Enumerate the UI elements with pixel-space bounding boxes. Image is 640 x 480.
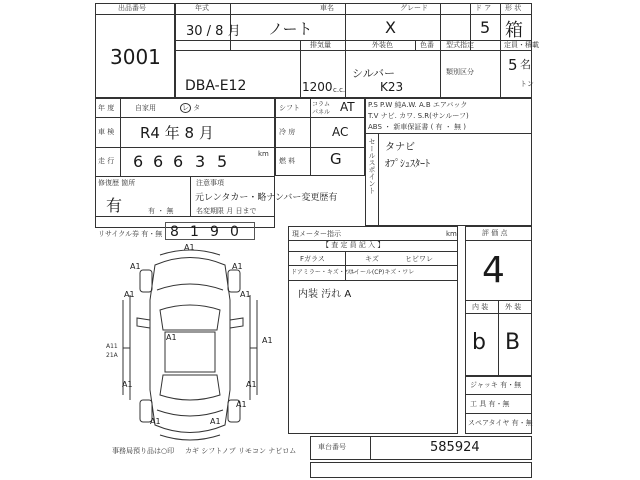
notes-label: 注意事項 xyxy=(196,179,224,187)
glass-crack: ヒビワレ xyxy=(405,255,433,263)
capacity-label: 定員・積載 xyxy=(504,41,539,49)
color-no-label: 色番 xyxy=(420,41,434,49)
grade-label: グレード xyxy=(400,4,428,12)
mileage-digit: 3 xyxy=(195,152,206,171)
grade-value: X xyxy=(385,18,396,37)
class-label: 類別区分 xyxy=(446,68,474,76)
damage-mark: A1 xyxy=(166,333,177,342)
aircon-label: 冷 房 xyxy=(279,128,296,136)
shift-value: AT xyxy=(340,100,355,114)
mileage-digit: 5 xyxy=(217,152,228,171)
damage-mark: A1 xyxy=(246,380,257,389)
glass-label: Fガラス xyxy=(300,255,325,263)
door-label: ド ア xyxy=(475,4,492,12)
diagram-note-left: A11 21A xyxy=(106,343,118,359)
recycle-label: リサイクル券 有・無 xyxy=(98,230,163,238)
era-label: 年 度 xyxy=(98,104,115,112)
footer-note-1: 事務局預り品は○印 xyxy=(112,447,175,455)
mileage-digits xyxy=(133,150,243,174)
shift-label: シフト xyxy=(279,104,300,112)
glass-mid: キズ xyxy=(365,255,379,263)
wheel-label: ホイール(CP)キズ・ワレ xyxy=(348,269,415,276)
history-label: 修復歴 箇所 xyxy=(98,179,136,187)
recycle-digit: 0 xyxy=(230,224,239,240)
damage-mark: A1 xyxy=(150,417,161,426)
tools-label: 工 具 有・無 xyxy=(470,400,510,408)
bottom-strip xyxy=(310,462,532,478)
inspector-title: 【 査 定 員 記 入 】 xyxy=(322,241,385,249)
meter-label: 現メーター指示 xyxy=(292,230,341,238)
year-value: 30 / 8 月 xyxy=(186,24,241,39)
chassis-value: 585924 xyxy=(430,440,480,455)
mirror-label: ドアミラー・キズ・ワレ xyxy=(291,269,357,276)
aircon-value: AC xyxy=(332,125,349,139)
disp-label: 排気量 xyxy=(310,41,331,49)
mileage-digit: 6 xyxy=(133,152,144,171)
capacity-unit: 名 xyxy=(520,58,531,71)
lot-label: 出品番号 xyxy=(118,4,146,12)
damage-mark: A1 xyxy=(210,417,221,426)
sales-label: セールスポイント xyxy=(368,138,376,194)
exterior-label: 外 装 xyxy=(505,303,522,311)
history-value: 有 xyxy=(106,196,123,215)
private-label: 自家用 xyxy=(135,104,156,112)
damage-mark: A1 xyxy=(184,243,195,252)
interior-label: 内 装 xyxy=(472,303,489,311)
recycle-digit: 8 xyxy=(170,224,179,240)
shaken-label: 車 検 xyxy=(98,128,115,136)
change-label: 名変期限 月 日まで xyxy=(196,207,257,215)
shaken-value: R4 年 8 月 xyxy=(140,124,214,142)
mileage-label: 走 行 xyxy=(98,157,115,165)
history-opts: 有 ・ 無 xyxy=(148,207,174,215)
jack-label: ジャッキ 有・無 xyxy=(470,381,522,389)
lot-number: 3001 xyxy=(110,45,161,69)
equip-line3: ABS ・ 新車保証書 ( 有 ・ 無 ) xyxy=(368,123,466,131)
shift-pnl: パネル xyxy=(312,109,331,116)
disp-unit: c.c. xyxy=(333,86,346,94)
ton-unit: トン xyxy=(520,80,534,88)
damage-mark: A1 xyxy=(240,290,251,299)
footer-note-2: カギ シフトノブ リモコン ナビロム xyxy=(185,447,297,455)
notes-value: 元レンタカー・略ナンバー変更歴有 xyxy=(195,193,338,203)
equip-line1: P.S P.W 純A.W. A.B エアバック xyxy=(368,101,468,109)
damage-mark: A1 xyxy=(122,380,133,389)
mileage-unit: km xyxy=(258,150,269,158)
damage-mark: A1 xyxy=(236,400,247,409)
damage-mark: A1 xyxy=(262,336,273,345)
spare-label: スペアタイヤ 有・無 xyxy=(468,419,533,427)
sales-point-1: タナビ xyxy=(385,142,415,153)
sales-point-2: ｵﾌﾟｼｭｽﾀｰﾄ xyxy=(385,159,430,170)
capacity-value: 5 xyxy=(508,56,518,74)
damage-mark: A1 xyxy=(130,262,141,271)
year-label: 年式 xyxy=(195,4,209,12)
fuel-label: 燃 料 xyxy=(279,157,296,165)
recycle-digit: 9 xyxy=(210,224,219,240)
grade-points-label: 評 価 点 xyxy=(482,229,508,237)
interior-grade: b xyxy=(472,330,486,355)
damage-mark: A1 xyxy=(124,290,135,299)
body-label: 形 状 xyxy=(505,4,522,12)
overall-grade: 4 xyxy=(482,250,505,291)
inspector-comment: 内装 汚れ A xyxy=(298,289,352,300)
disp-value: 1200 xyxy=(302,80,333,94)
model-label: 車名 xyxy=(320,4,334,12)
door-value: 5 xyxy=(480,18,491,37)
recycle-digit: 1 xyxy=(190,224,199,240)
rent-label: レ タ xyxy=(182,104,201,112)
exterior-grade: B xyxy=(505,330,521,355)
color-label: 外装色 xyxy=(372,41,393,49)
equip-line2: T.V ナビ. カワ. S.R(サンルーフ) xyxy=(368,112,469,120)
body-value: 箱 xyxy=(505,20,523,41)
damage-mark: A1 xyxy=(232,262,243,271)
model-code-label: 型式指定 xyxy=(446,41,474,49)
fuel-value: G xyxy=(330,150,342,168)
meter-unit: km xyxy=(446,230,457,238)
mileage-digit: 6 xyxy=(153,152,164,171)
color-value: シルバー xyxy=(352,67,395,80)
chassis-label: 車台番号 xyxy=(318,443,346,451)
shift-col: コラム xyxy=(312,101,330,108)
mileage-digit: 6 xyxy=(173,152,184,171)
engine-code: K23 xyxy=(380,80,404,94)
type-value: DBA-E12 xyxy=(185,78,247,94)
model-value: ノート xyxy=(268,20,313,38)
